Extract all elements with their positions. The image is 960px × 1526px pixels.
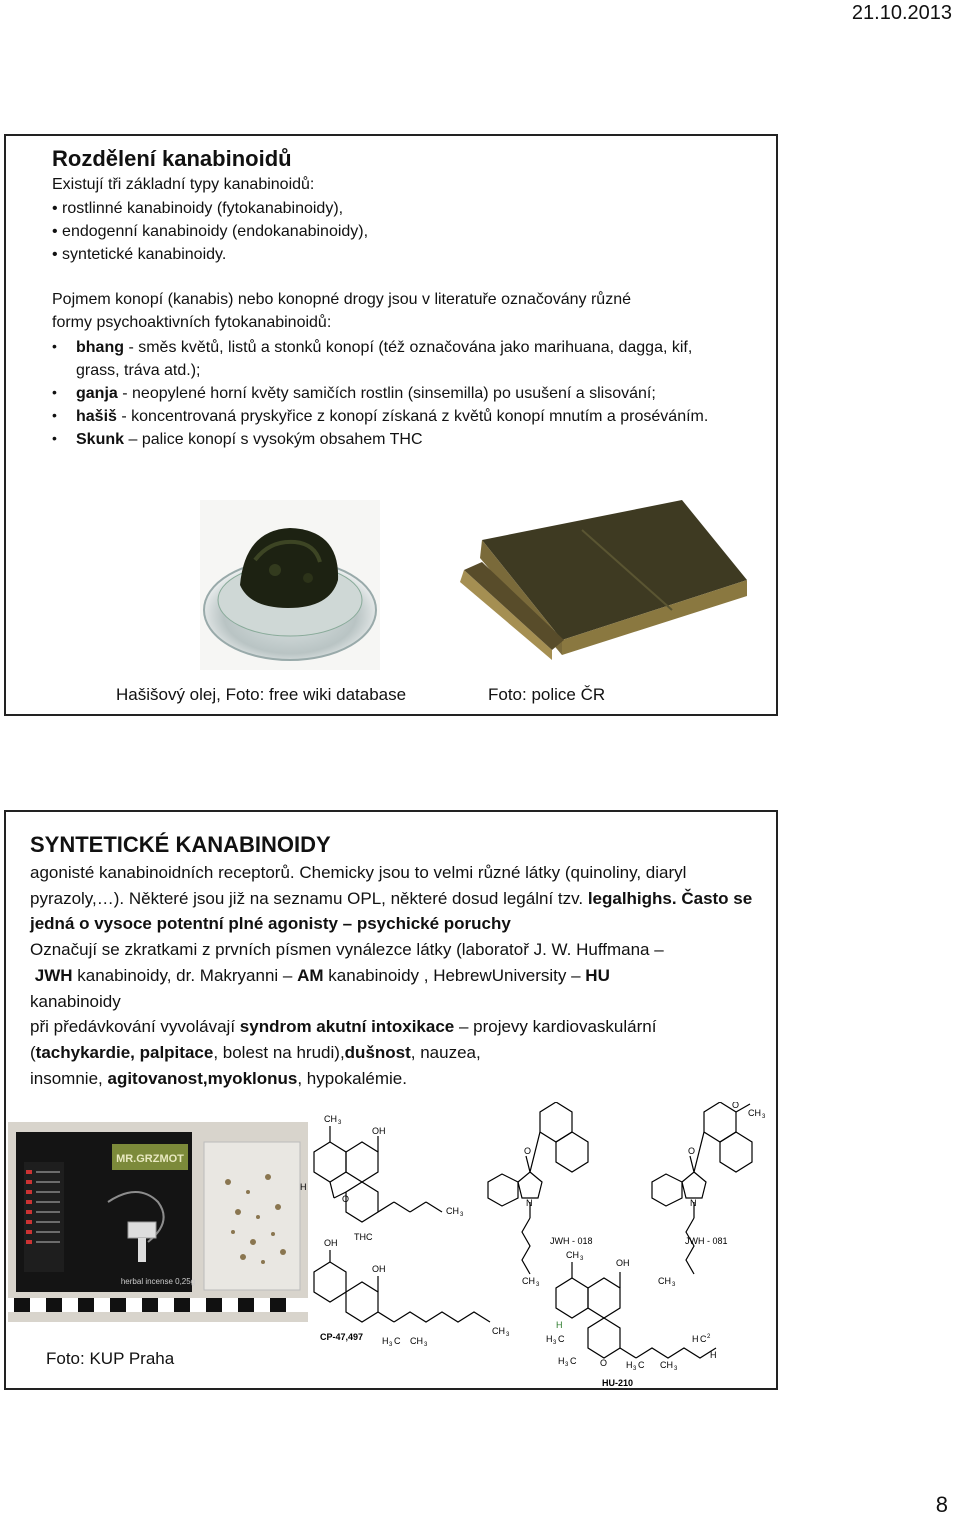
chem-label: O: [524, 1146, 532, 1156]
chem-label: 3: [389, 1342, 393, 1348]
list-item: • bhang - směs květů, listů a stonků konopí (též označována jako marihuana, dagga, kif, grass, tráva atd.);: [52, 336, 732, 382]
chem-label: H: [710, 1350, 717, 1360]
slide-synthetic-cannabinoids: [4, 810, 778, 1390]
intro-text: Existují tři základní typy kanabinoidů:: [52, 176, 315, 193]
slide-body-text: agonisté kanabinoidních receptorů. Chemicky jsou to velmi různé látky (quinoliny, diaryl pyrazoly,…). Některé jsou již na seznamu OPL, některé dosud legální tzv. legalhighs. Často se jedná o vysoce potentní plné agonisty – psychické poruchy Označují se zkratkami z prvních písmen vynálezce látky (laboratoř J. W. Huffmana – JWH kanabinoidy, dr. Makryanni – AM kanabinoidy , HebrewUniversity – HU kanabinoidy při předávkování vyvolávají syndrom akutní intoxikace – projevy kardiovaskulární (tachykardie, palpitace, bolest na hrudi),dušnost, nauzea, insomnie, agitovanost,myoklonus, hypokalémie.: [30, 863, 753, 1088]
chem-label: H: [546, 1334, 553, 1344]
chem-label: C: [638, 1360, 645, 1370]
chem-label: 3: [672, 1282, 676, 1288]
chem-label: H: [692, 1334, 699, 1344]
chem-label: C: [394, 1336, 401, 1346]
paragraph-line: Pojmem konopí (kanabis) nebo konopné drogy jsou v literatuře označovány různé: [52, 291, 631, 308]
chem-label: C: [558, 1334, 565, 1344]
photo-caption: Foto: KUP Praha: [46, 1349, 175, 1368]
chem-label: 3: [633, 1366, 637, 1372]
slide-title: SYNTETICKÉ KANABINOIDY: [30, 832, 331, 857]
chem-label: O: [342, 1194, 350, 1204]
chem-label: H: [556, 1320, 563, 1330]
list-item: • hašiš - koncentrovaná pryskyřice z konopí získaná z květů konopí mnutím a proséváním.: [52, 405, 732, 428]
jwh081-label: JWH - 081: [685, 1236, 728, 1246]
hash-block-photo: [442, 500, 750, 660]
slide-cannabinoid-classification: [4, 134, 778, 716]
chem-label: 3: [460, 1212, 464, 1218]
chem-label: OH: [324, 1238, 338, 1248]
type-item: • syntetické kanabinoidy.: [52, 246, 227, 263]
list-item: • Skunk – palice konopí s vysokým obsahem THC: [52, 428, 732, 451]
photo-caption-left: Hašišový olej, Foto: free wiki database: [116, 685, 407, 704]
chem-label: CH: [522, 1276, 535, 1286]
chem-label: CH: [566, 1250, 579, 1260]
chem-label: CH: [446, 1206, 459, 1216]
paragraph-line: formy psychoaktivních fytokanabinoidů:: [52, 314, 332, 331]
chem-label: OH: [372, 1126, 386, 1136]
package-photo: [8, 1122, 308, 1322]
package-weight-text: herbal incense 0,25g: [120, 1277, 196, 1286]
chem-label: 3: [506, 1332, 510, 1338]
chem-label: H: [382, 1336, 389, 1346]
chem-label: OH: [616, 1258, 630, 1268]
page-number: 8: [935, 1492, 948, 1517]
chem-label: 3: [553, 1340, 557, 1346]
photo-caption-right: Foto: police ČR: [488, 685, 606, 704]
hu210-label: HU-210: [602, 1378, 634, 1388]
thc-label: THC: [354, 1232, 373, 1242]
type-item: • endogenní kanabinoidy (endokanabinoidy),: [52, 223, 369, 240]
hash-oil-photo: [200, 500, 380, 670]
chem-label: O: [600, 1358, 608, 1368]
chem-label: O: [688, 1146, 696, 1156]
chemical-structures: [290, 1102, 778, 1390]
chem-label: CH: [492, 1326, 505, 1336]
type-item: • rostlinné kanabinoidy (fytokanabinoidy),: [52, 200, 344, 217]
chem-label: O: [732, 1102, 740, 1110]
chem-label: CH: [324, 1114, 337, 1124]
chem-label: CH: [660, 1360, 673, 1370]
chem-label: 3: [762, 1114, 766, 1120]
chem-label: CH: [410, 1336, 423, 1346]
date-header: 21.10.2013: [851, 2, 952, 24]
chem-label: H: [558, 1356, 565, 1366]
chem-label: 3: [424, 1342, 428, 1348]
chem-label: OH: [372, 1264, 386, 1274]
chem-label: CH: [658, 1276, 671, 1286]
package-brand-text: MR.GRZMOT: [116, 1153, 184, 1165]
chem-label: CH: [748, 1108, 761, 1118]
chem-label: C: [700, 1334, 707, 1344]
cannabis-forms-list: [52, 336, 732, 451]
list-item: • ganja - neopylené horní květy samičích rostlin (sinsemilla) po usušení a slisování;: [52, 382, 732, 405]
chem-label: 2: [707, 1334, 711, 1340]
chem-label: 3: [536, 1282, 540, 1288]
jwh018-label: JWH - 018: [550, 1236, 593, 1246]
chem-label: 3: [338, 1120, 342, 1126]
chem-label: H: [626, 1360, 633, 1370]
chem-label: N: [526, 1198, 533, 1208]
chem-label: N: [690, 1198, 697, 1208]
chem-label: 3: [565, 1362, 569, 1368]
cp47497-label: CP-47,497: [320, 1332, 364, 1342]
slide-title: Rozdělení kanabinoidů: [52, 146, 292, 171]
chem-label: 3: [580, 1256, 584, 1262]
chem-label: 3: [674, 1366, 678, 1372]
chem-label: H: [300, 1182, 307, 1192]
chem-label: C: [570, 1356, 577, 1366]
